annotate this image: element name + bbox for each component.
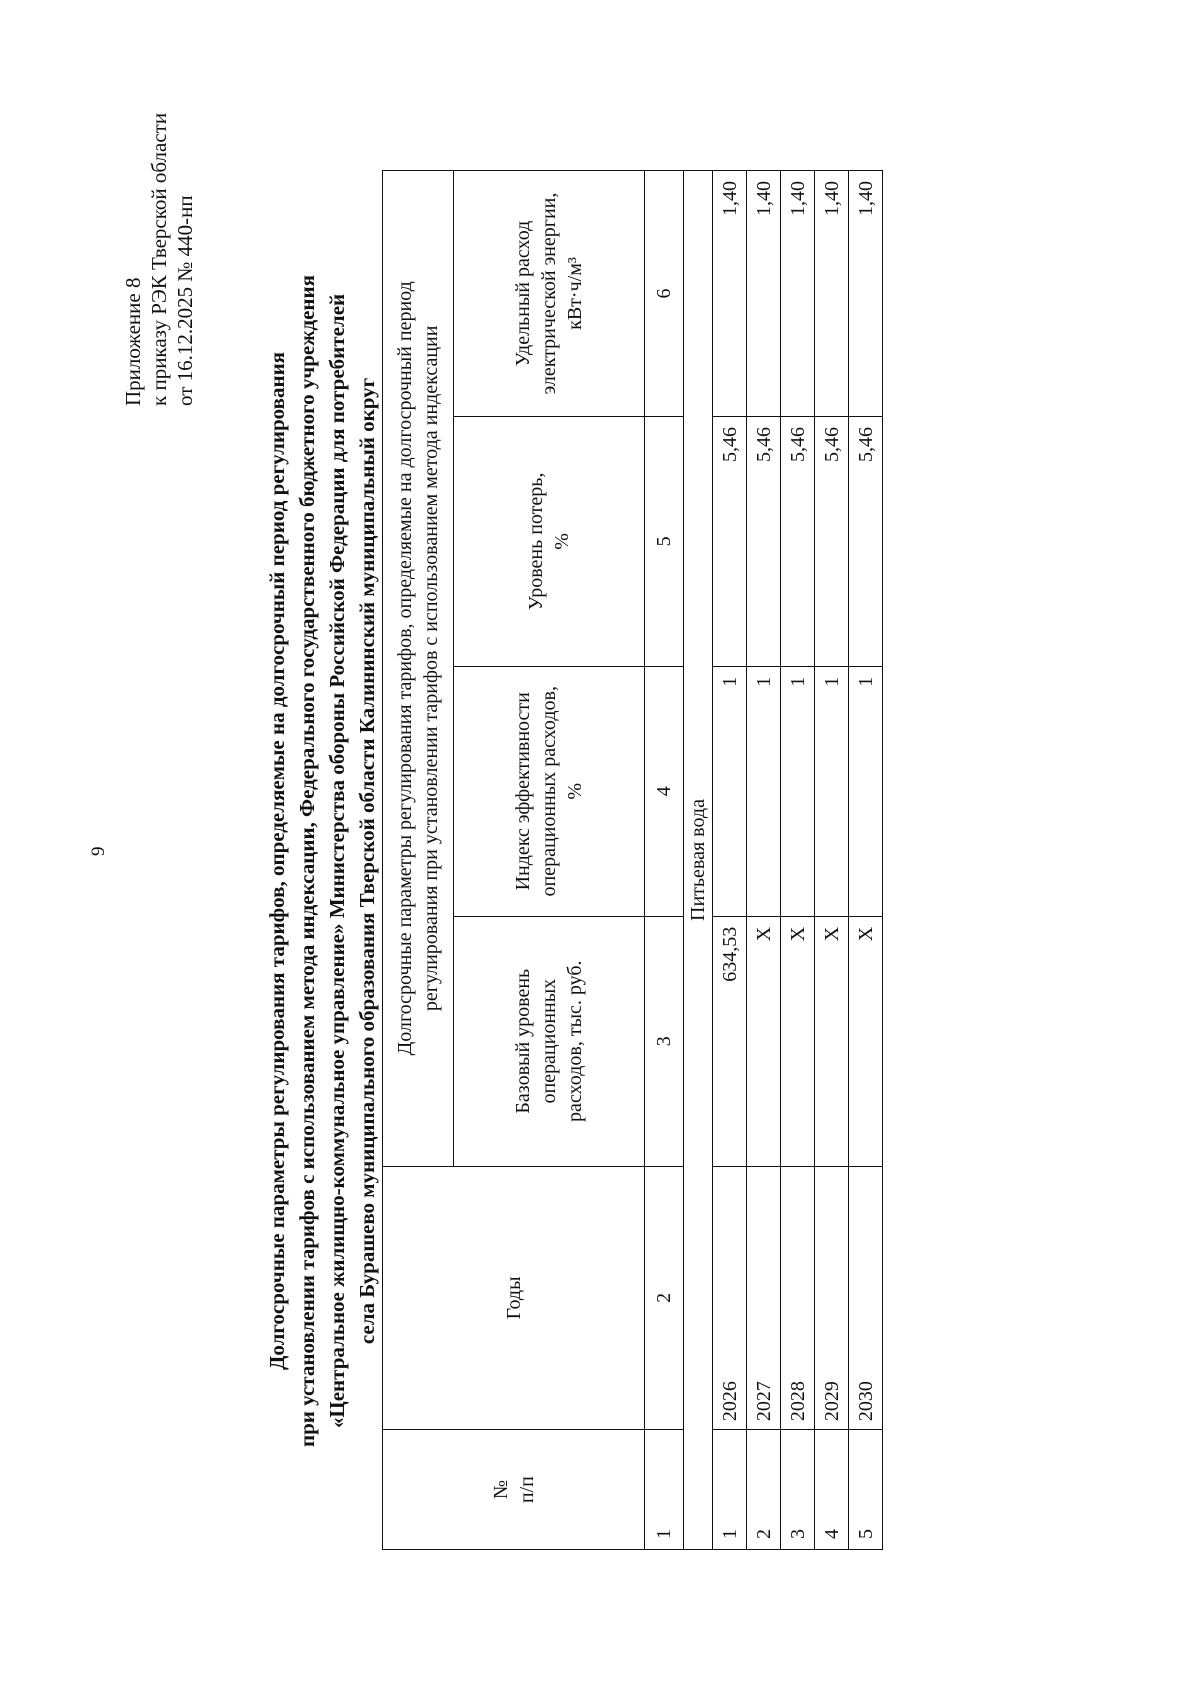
row-year: 2028 xyxy=(781,1166,815,1430)
col-number: 4 xyxy=(645,666,684,916)
col-number: 3 xyxy=(645,916,684,1166)
row-loss-level: 5,46 xyxy=(713,416,747,666)
header-num: № п/п xyxy=(383,1430,645,1550)
header-years: Годы xyxy=(383,1166,645,1430)
header-loss-level: Уровень потерь, % xyxy=(454,416,645,666)
page-number: 9 xyxy=(88,846,109,856)
row-num: 5 xyxy=(849,1430,883,1550)
row-base-opex: Х xyxy=(815,916,849,1166)
col-number: 5 xyxy=(645,416,684,666)
parameters-table xyxy=(382,170,883,1550)
row-efficiency-index: 1 xyxy=(713,666,747,916)
header-group: Долгосрочные параметры регулирования тарифов, определяемые на долгосрочный период регулирования при установлении тарифов с использованием метода индексации xyxy=(383,171,454,1167)
title-line-2: при установлении тарифов с использованием метода индексации, Федерального государственного бюджетного учреждения xyxy=(295,275,319,1447)
title-line-3: «Центральное жилищно-коммунальное управление» Министерства обороны Российской Федерации для потребителей xyxy=(325,293,349,1429)
row-energy-consumption: 1,40 xyxy=(747,171,781,417)
table-row xyxy=(781,171,815,1550)
header-base-opex: Базовый уровень операционных расходов, тыс. руб. xyxy=(454,916,645,1166)
appendix-header xyxy=(120,113,198,406)
appendix-line-2: к приказу РЭК Тверской области xyxy=(147,112,171,406)
title-line-4: села Бурашево муниципального образования Тверской области Калининский муниципальный округ xyxy=(355,377,379,1345)
appendix-line-1: Приложение 8 xyxy=(121,277,145,406)
header-efficiency-index: Индекс эффективности операционных расходов, % xyxy=(454,666,645,916)
row-base-opex: Х xyxy=(849,916,883,1166)
row-year: 2029 xyxy=(815,1166,849,1430)
row-energy-consumption: 1,40 xyxy=(849,171,883,417)
row-year: 2027 xyxy=(747,1166,781,1430)
row-efficiency-index: 1 xyxy=(815,666,849,916)
table-row xyxy=(849,171,883,1550)
section-drinking-water: Питьевая вода xyxy=(684,171,713,1550)
column-numbers-row xyxy=(645,171,684,1550)
row-loss-level: 5,46 xyxy=(849,416,883,666)
row-efficiency-index: 1 xyxy=(781,666,815,916)
col-number: 2 xyxy=(645,1166,684,1430)
row-year: 2026 xyxy=(713,1166,747,1430)
row-base-opex: Х xyxy=(781,916,815,1166)
col-number: 1 xyxy=(645,1430,684,1550)
row-num: 1 xyxy=(713,1430,747,1550)
row-num: 3 xyxy=(781,1430,815,1550)
row-base-opex: Х xyxy=(747,916,781,1166)
title-line-1: Долгосрочные параметры регулирования тарифов, определяемые на долгосрочный период регулирования xyxy=(265,351,289,1371)
row-energy-consumption: 1,40 xyxy=(781,171,815,417)
row-energy-consumption: 1,40 xyxy=(713,171,747,417)
header-energy-consumption: Удельный расход электрической энергии, кВт·ч/м³ xyxy=(454,171,645,417)
document-title xyxy=(262,226,382,1496)
row-num: 4 xyxy=(815,1430,849,1550)
row-num: 2 xyxy=(747,1430,781,1550)
table-row xyxy=(747,171,781,1550)
row-energy-consumption: 1,40 xyxy=(815,171,849,417)
table-row xyxy=(713,171,747,1550)
row-loss-level: 5,46 xyxy=(815,416,849,666)
row-loss-level: 5,46 xyxy=(747,416,781,666)
table-row xyxy=(815,171,849,1550)
row-base-opex: 634,53 xyxy=(713,916,747,1166)
row-year: 2030 xyxy=(849,1166,883,1430)
row-efficiency-index: 1 xyxy=(849,666,883,916)
row-efficiency-index: 1 xyxy=(747,666,781,916)
appendix-line-3: от 16.12.2025 № 440-нп xyxy=(173,195,197,406)
row-loss-level: 5,46 xyxy=(781,416,815,666)
col-number: 6 xyxy=(645,171,684,417)
